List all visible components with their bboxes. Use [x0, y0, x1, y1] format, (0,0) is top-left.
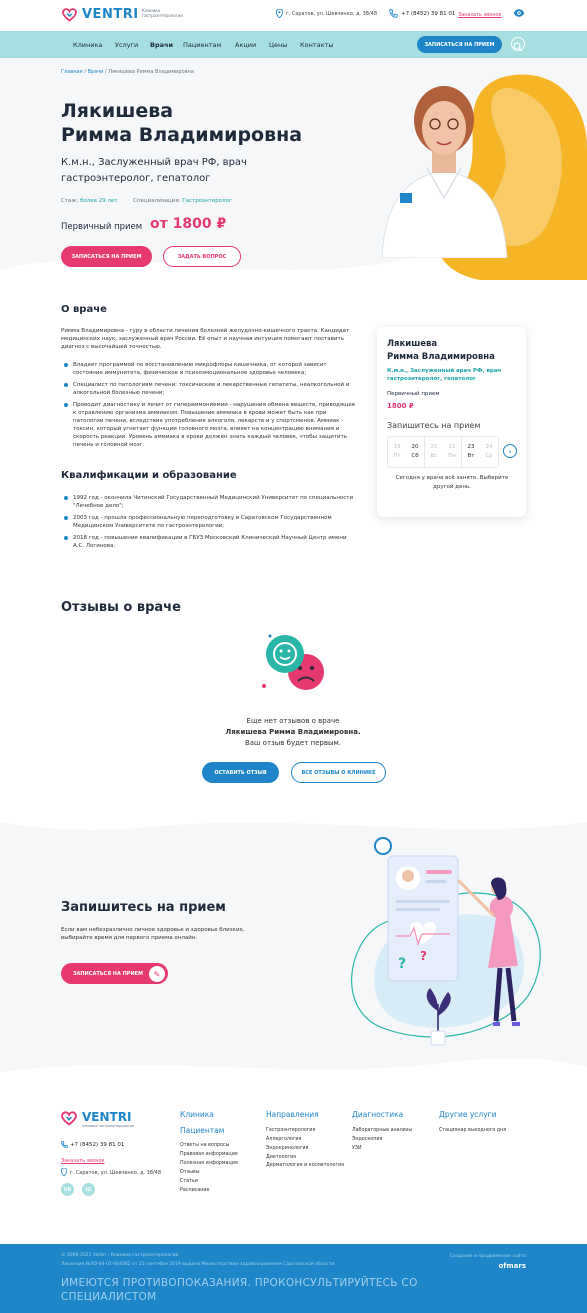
search-button[interactable]: [511, 37, 525, 51]
instagram-icon[interactable]: IG: [82, 1183, 95, 1196]
copyright: © 2006-2021 Ventri - Клиника гастроэнтерологии: [61, 1253, 179, 1258]
date-picker: [387, 436, 499, 468]
page-title: [61, 99, 361, 147]
header-address: г. Саратов, ул. Шевченко, д. 38/48: [286, 11, 378, 17]
nav-item-prices[interactable]: Цены: [269, 41, 288, 49]
list-item: 2018 год - повышение квалификации в ГБУЗ Московский Клинический Научный Центр имени А.С. Логинова.: [61, 534, 356, 550]
chevron-right-icon: ›: [508, 446, 512, 456]
breadcrumb: Главная / Врачи / Лякишева Римма Владимировна: [61, 69, 194, 75]
svg-text:?: ?: [420, 949, 427, 963]
footer-link[interactable]: Дерматология и косметология: [266, 1163, 345, 1168]
footer-link[interactable]: Диетология: [266, 1155, 297, 1160]
section-wave-bottom: [0, 1052, 587, 1082]
appointment-illustration: [338, 836, 548, 1048]
reviews-title: Отзывы о враче: [61, 600, 181, 615]
price-value: от 1800 ₽: [150, 216, 227, 232]
breadcrumb-doctors[interactable]: Врачи: [87, 69, 104, 75]
svg-text:?: ?: [398, 956, 407, 972]
specialization-value[interactable]: Гастроэнтеролог: [182, 198, 232, 204]
footer-logo-heart-icon[interactable]: [61, 1110, 77, 1126]
footer-link[interactable]: Стационар выходного дня: [439, 1128, 507, 1133]
experience-value: более 29 лет: [79, 198, 118, 204]
footer-link[interactable]: Лабораторные анализы: [352, 1128, 413, 1133]
reviews-empty-message: [190, 716, 396, 749]
doctor-meta: [61, 198, 232, 204]
doctor-surname: Лякишева: [61, 100, 174, 122]
card-price-label: Первичный прием: [387, 391, 440, 397]
footer-patients-list: [180, 1141, 265, 1195]
nav-item-services[interactable]: Услуги: [115, 41, 139, 49]
developer-label: Создание и продвижение сайта: [449, 1254, 526, 1259]
nav-item-clinic[interactable]: Клиника: [73, 41, 103, 49]
footer-col-diagnostics-title[interactable]: Диагностика: [352, 1110, 404, 1119]
reviews-empty-line2: Лякишева Римма Владимировна.: [225, 728, 361, 736]
footer-address: г. Саратов, ул. Шевченко, д. 38/48: [70, 1170, 162, 1176]
footer-directions-list: [266, 1126, 346, 1169]
about-list: [61, 361, 356, 453]
logo-text[interactable]: VENTRI: [82, 7, 139, 22]
nav-item-doctors[interactable]: Врачи: [150, 41, 174, 49]
reviews-empty-line3: Ваш отзыв будет первым.: [244, 739, 342, 747]
footer-col-clinic-title[interactable]: Клиника: [180, 1110, 214, 1119]
faces-illustration: [258, 628, 333, 703]
search-icon: [512, 41, 524, 53]
nav-item-promos[interactable]: Акции: [235, 41, 257, 49]
list-item: 1992 год - окончила Читинский Государственный Медицинский Университет по специальности "Лечебное дело";: [61, 494, 356, 510]
footer-link[interactable]: Расписание: [180, 1188, 210, 1193]
calendar-day: 21 Вс: [430, 444, 438, 459]
footer-callback-link[interactable]: Заказать звонок: [61, 1158, 105, 1164]
footer-col-other-title[interactable]: Другие услуги: [439, 1110, 497, 1119]
footer-logo-text[interactable]: VENTRI: [82, 1110, 132, 1124]
price-label: Первичный прием: [61, 222, 143, 232]
footer-link[interactable]: Правовая информация: [180, 1152, 238, 1157]
appointment-text: Если вам небезразлично личное здоровье и здоровье близких, выбирайте время для первого приема онлайн.: [61, 927, 245, 941]
footer-col-directions-title[interactable]: Направления: [266, 1110, 319, 1119]
footer-link[interactable]: Эндоскопия: [352, 1137, 383, 1142]
footer-link[interactable]: Полезная информация: [180, 1161, 238, 1166]
footer-logo-subtitle: клиника гастроэнтерологии: [82, 1124, 135, 1128]
reviews-empty-line1: Еще нет отзывов о враче: [246, 717, 340, 725]
list-item: 2003 год - прошла профессиональную переподготовку в Саратовском Государственном Медицинском Университете по гастроэнтерологии;: [61, 514, 356, 530]
callback-link[interactable]: Заказать звонок: [458, 12, 502, 18]
about-title: О враче: [61, 304, 107, 315]
footer-phone-icon: [61, 1141, 68, 1148]
pencil-icon[interactable]: ✎: [149, 966, 165, 982]
ask-question-button[interactable]: ЗАДАТЬ ВОПРОС: [163, 246, 241, 267]
all-reviews-button[interactable]: ВСЕ ОТЗЫВЫ О КЛИНИКЕ: [291, 762, 386, 783]
calendar-day[interactable]: 20 Сб: [406, 437, 425, 467]
qualifications-list: [61, 494, 356, 554]
nav-item-contacts[interactable]: Контакты: [300, 41, 334, 49]
footer-col-patients-title[interactable]: Пациентам: [180, 1126, 225, 1135]
doctor-given-names: Римма Владимировна: [61, 124, 303, 146]
specialization-label: Специализация:: [133, 198, 181, 204]
accessibility-eye-icon[interactable]: [513, 7, 525, 19]
location-pin-icon: [276, 9, 283, 18]
footer-link[interactable]: Статьи: [180, 1179, 198, 1184]
footer-location-pin-icon: [61, 1168, 67, 1176]
footer-other-list: [439, 1126, 529, 1135]
card-given-names: Римма Владимировна: [387, 352, 495, 362]
calendar-next-button[interactable]: [503, 444, 517, 458]
developer-link[interactable]: ofmars: [498, 1262, 526, 1270]
calendar-day: 22 Пн: [443, 437, 462, 467]
logo-subtitle: Клиника гастроэнтерологии: [142, 8, 183, 18]
footer-link[interactable]: Эндокринология: [266, 1146, 309, 1151]
nav-book-button[interactable]: ЗАПИСАТЬСЯ НА ПРИЕМ: [417, 36, 502, 53]
doctor-description: К.м.н., Заслуженный врач РФ, врач гастроэнтеролог, гепатолог: [61, 157, 247, 184]
about-intro: Римма Владимировна - гуру в области лечения болезней желудочно-кишечного тракта. Кандидат медицинских наук, заслуженный врач России. Её опыт и научная интуиция помогают поставить диагноз с высочайшей точностью.: [61, 328, 350, 350]
doctor-photo: [372, 58, 517, 258]
footer-link[interactable]: Отзывы: [180, 1170, 200, 1175]
list-item: Проводит диагностику и лечит от гипераммониемии - нарушения обмена веществ, приводящее к отравлению организма аммиаком. Повышение аммиака в крови может быть как при патологии печени, вследствие употребления алкоголя, лекарств и у спортсменов. Аммиак - токсин, который угнетает функции головного мозга, влияет на концентрацию внимания и скорость реакции. Уровень аммиака в крови должен знать каждый человек, чтобы защитить печень и головной мозг.: [61, 401, 356, 449]
nav-item-patients[interactable]: Пациентам: [183, 41, 222, 49]
calendar-day[interactable]: 23 Вт: [467, 444, 475, 459]
logo-heart-icon[interactable]: [62, 7, 77, 22]
footer-link[interactable]: Ответы на вопросы: [180, 1143, 230, 1148]
qualifications-title: Квалификации и образование: [61, 470, 237, 481]
book-appointment-button[interactable]: ЗАПИСАТЬСЯ НА ПРИЕМ: [61, 246, 152, 267]
calendar-day: 19 Пт: [393, 444, 401, 459]
list-item: Владеет программой по восстановлению микрофлоры кишечника, от которой зависит состояние иммунитета, физическое и психоэмоциональное здоровье человека;: [61, 361, 356, 377]
breadcrumb-home[interactable]: Главная: [61, 69, 83, 75]
leave-review-button[interactable]: ОСТАВИТЬ ОТЗЫВ: [202, 762, 279, 783]
card-surname: Лякишева: [387, 339, 438, 349]
phone-icon: [389, 9, 398, 18]
license: Лицензия №ЛО-64-01-004382 от 23 сентября 2019 выдана Министерством здравоохранения Саратовской области.: [61, 1262, 336, 1267]
card-doctor-name: [387, 338, 517, 364]
breadcrumb-current: Лякишева Римма Владимировна: [108, 69, 194, 75]
footer-link[interactable]: УЗИ: [352, 1146, 362, 1151]
card-price-value: 1800 ₽: [387, 402, 414, 410]
footer-link[interactable]: Аллергология: [266, 1137, 302, 1142]
card-book-label: Запишитесь на прием: [387, 421, 481, 430]
appointment-book-button[interactable]: ЗАПИСАТЬСЯ НА ПРИЕМ: [61, 963, 168, 984]
header-phone[interactable]: +7 (8452) 39 81 01: [401, 11, 456, 17]
list-item: Специалист по патологиям печени: токсические и лекарственные гепатиты, неалкогольной и алкогольной болезнью печени;: [61, 381, 356, 397]
footer-phone[interactable]: +7 (8452) 39 81 01: [70, 1142, 125, 1148]
contraindications-warning: ИМЕЮТСЯ ПРОТИВОПОКАЗАНИЯ. ПРОКОНСУЛЬТИРУЙТЕСЬ СО СПЕЦИАЛИСТОМ: [61, 1277, 418, 1303]
calendar-message: Сегодня у врача всё занято. Выберите другой день.: [395, 475, 509, 490]
vk-icon[interactable]: VK: [61, 1183, 74, 1196]
card-specialization: К.м.н., Заслуженный врач РФ, врач гастроэнтеролог, гепатолог: [387, 368, 502, 382]
experience-label: Стаж:: [61, 198, 79, 204]
appointment-title: Запишитесь на прием: [61, 900, 226, 915]
footer-diagnostics-list: [352, 1126, 432, 1153]
calendar-day: 24 Ср: [485, 444, 493, 459]
footer-link[interactable]: Гастроэнтерология: [266, 1128, 316, 1133]
